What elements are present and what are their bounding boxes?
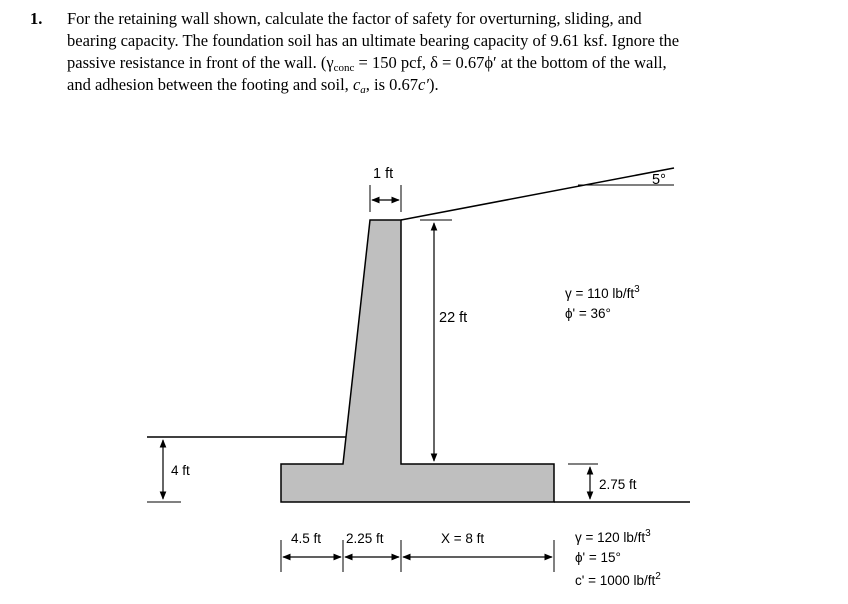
c-prime-symbol: c′ — [418, 75, 429, 94]
top-width-label: 1 ft — [373, 166, 394, 182]
wall-height-label: 22 ft — [439, 310, 468, 326]
ca-symbol: c — [352, 75, 361, 94]
backfill-gamma: γ = 110 $lb/ft^3$ — [565, 284, 640, 301]
problem-line-2: bearing capacity. The foundation soil has an ultimate bearing capacity of 9.61 ksf. Ignore the — [67, 31, 680, 50]
gamma-conc-subscript: conc — [333, 62, 355, 74]
problem-number: 1. — [30, 9, 43, 28]
footing-thickness-label: 2.75 ft — [599, 477, 637, 492]
foundation-phi: ϕ' = 15° — [575, 550, 621, 565]
front-depth-label: 4 ft — [171, 463, 190, 478]
ca-subscript: a — [360, 84, 366, 96]
line4-pre: and adhesion between the footing and soil, — [67, 75, 353, 94]
line4-post: ). — [428, 75, 439, 94]
backfill-phi: ϕ' = 36° — [565, 306, 611, 321]
heel-width-label: X = 8 ft — [441, 531, 485, 546]
toe-width-label: 4.5 ft — [291, 531, 322, 546]
retaining-wall-concrete — [281, 220, 554, 502]
line3-post: = 150 pcf, δ = 0.67ϕ′ at the bottom of the wall, — [354, 53, 667, 72]
line3-pre: passive resistance in front of the wall. (γ — [67, 53, 334, 72]
problem-line-1: For the retaining wall shown, calculate the factor of safety for overturning, sliding, and — [67, 9, 642, 28]
stem-base-width-label: 2.25 ft — [346, 531, 384, 546]
foundation-cohesion: c' = 1000 $lb/ft^2$ — [575, 571, 661, 588]
slope-angle-label: 5° — [652, 172, 666, 188]
line4-mid: , is 0.67 — [365, 75, 419, 94]
foundation-gamma: γ = 120 $lb/ft^3$ — [575, 528, 651, 545]
backfill-slope-line — [401, 168, 674, 220]
